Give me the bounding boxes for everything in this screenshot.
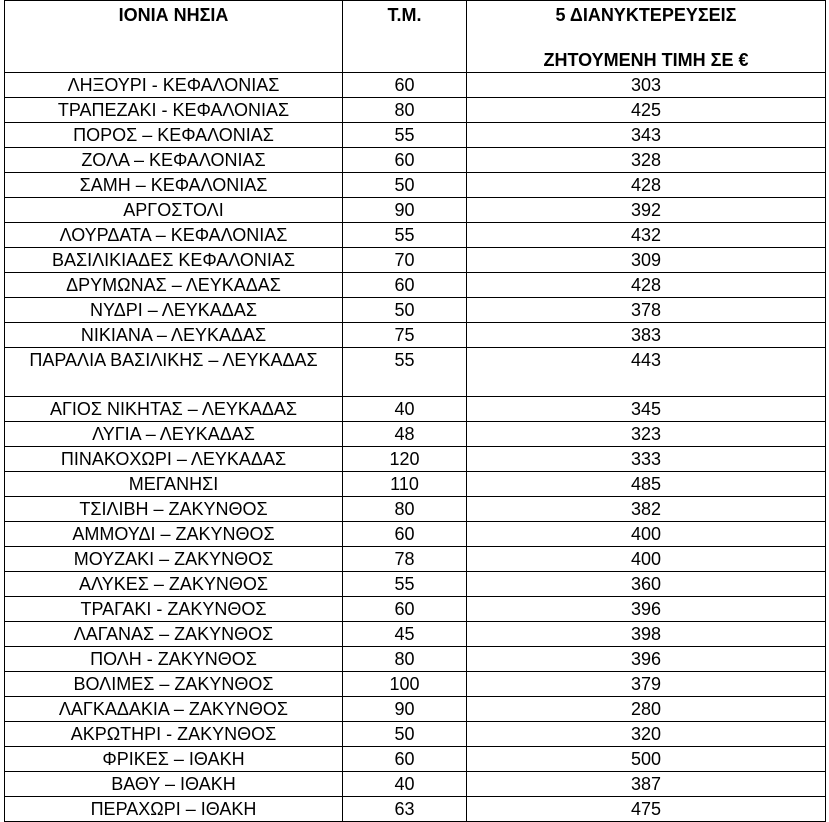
cell-sqm: 110 (343, 472, 467, 497)
table-row (5, 497, 826, 522)
cell-price: 328 (467, 148, 826, 173)
cell-price: 309 (467, 248, 826, 273)
cell-sqm: 60 (343, 148, 467, 173)
cell-place: ΒΑΘΥ – ΙΘΑΚΗ (5, 772, 343, 797)
table-row (5, 447, 826, 472)
cell-sqm: 75 (343, 323, 467, 348)
cell-sqm: 55 (343, 572, 467, 597)
cell-place: ΑΓΙΟΣ ΝΙΚΗΤΑΣ – ΛΕΥΚΑΔΑΣ (5, 397, 343, 422)
cell-sqm: 120 (343, 447, 467, 472)
table-row (5, 697, 826, 722)
cell-price: 400 (467, 547, 826, 572)
cell-place: ΝΥΔΡΙ – ΛΕΥΚΑΔΑΣ (5, 298, 343, 323)
table-header-row (5, 1, 826, 73)
cell-place: ΣΑΜΗ – ΚΕΦΑΛΟΝΙΑΣ (5, 173, 343, 198)
cell-price: 432 (467, 223, 826, 248)
cell-sqm: 90 (343, 198, 467, 223)
table-row (5, 348, 826, 397)
cell-sqm: 80 (343, 647, 467, 672)
table-row (5, 273, 826, 298)
cell-price: 428 (467, 173, 826, 198)
cell-sqm: 50 (343, 722, 467, 747)
cell-place: ΑΛΥΚΕΣ – ΖΑΚΥΝΘΟΣ (5, 572, 343, 597)
cell-price: 379 (467, 672, 826, 697)
cell-place: ΛΑΓΑΝΑΣ – ΖΑΚΥΝΘΟΣ (5, 622, 343, 647)
cell-price: 443 (467, 348, 826, 397)
cell-sqm: 50 (343, 173, 467, 198)
table-row (5, 248, 826, 273)
cell-sqm: 40 (343, 772, 467, 797)
cell-place: ΔΡΥΜΩΝΑΣ – ΛΕΥΚΑΔΑΣ (5, 273, 343, 298)
table-row (5, 198, 826, 223)
cell-place: ΤΡΑΠΕΖΑΚΙ - ΚΕΦΑΛΟΝΙΑΣ (5, 98, 343, 123)
header-nights-label: 5 ΔΙΑΝΥΚΤΕΡΕΥΣΕΙΣ (555, 5, 737, 25)
cell-place: ΦΡΙΚΕΣ – ΙΘΑΚΗ (5, 747, 343, 772)
cell-price: 343 (467, 123, 826, 148)
cell-place: ΤΡΑΓΑΚΙ - ΖΑΚΥΝΘΟΣ (5, 597, 343, 622)
table-row (5, 522, 826, 547)
cell-price: 360 (467, 572, 826, 597)
cell-price: 303 (467, 73, 826, 98)
cell-price: 382 (467, 497, 826, 522)
cell-price: 345 (467, 397, 826, 422)
table-row (5, 597, 826, 622)
cell-sqm: 100 (343, 672, 467, 697)
cell-sqm: 60 (343, 73, 467, 98)
table-row (5, 397, 826, 422)
cell-price: 392 (467, 198, 826, 223)
cell-price: 333 (467, 447, 826, 472)
cell-sqm: 60 (343, 522, 467, 547)
table-row (5, 672, 826, 697)
table-row (5, 572, 826, 597)
price-table (4, 0, 826, 822)
cell-place: ΛΟΥΡΔΑΤΑ – ΚΕΦΑΛΟΝΙΑΣ (5, 223, 343, 248)
table-row (5, 472, 826, 497)
table-row (5, 323, 826, 348)
cell-sqm: 55 (343, 348, 467, 397)
cell-price: 425 (467, 98, 826, 123)
cell-sqm: 80 (343, 98, 467, 123)
cell-price: 398 (467, 622, 826, 647)
cell-price: 396 (467, 597, 826, 622)
table-row (5, 173, 826, 198)
cell-price: 500 (467, 747, 826, 772)
cell-price: 383 (467, 323, 826, 348)
table-row (5, 73, 826, 98)
table-body (5, 73, 826, 822)
table-row (5, 547, 826, 572)
cell-place: ΠΟΡΟΣ – ΚΕΦΑΛΟΝΙΑΣ (5, 123, 343, 148)
cell-price: 400 (467, 522, 826, 547)
cell-sqm: 48 (343, 422, 467, 447)
table-row (5, 298, 826, 323)
cell-sqm: 63 (343, 797, 467, 822)
cell-place: ΖΟΛΑ – ΚΕΦΑΛΟΝΙΑΣ (5, 148, 343, 173)
cell-place: ΛΥΓΙΑ – ΛΕΥΚΑΔΑΣ (5, 422, 343, 447)
table-row (5, 747, 826, 772)
cell-sqm: 80 (343, 497, 467, 522)
cell-place: ΤΣΙΛΙΒΗ – ΖΑΚΥΝΘΟΣ (5, 497, 343, 522)
cell-place: ΠΟΛΗ - ΖΑΚΥΝΘΟΣ (5, 647, 343, 672)
cell-sqm: 70 (343, 248, 467, 273)
table-row (5, 98, 826, 123)
cell-sqm: 45 (343, 622, 467, 647)
cell-place: ΑΜΜΟΥΔΙ – ΖΑΚΥΝΘΟΣ (5, 522, 343, 547)
cell-place: ΛΗΞΟΥΡΙ - ΚΕΦΑΛΟΝΙΑΣ (5, 73, 343, 98)
cell-place: ΠΕΡΑΧΩΡΙ – ΙΘΑΚΗ (5, 797, 343, 822)
cell-price: 320 (467, 722, 826, 747)
cell-price: 396 (467, 647, 826, 672)
table-row (5, 223, 826, 248)
cell-sqm: 55 (343, 223, 467, 248)
header-islands (5, 1, 343, 73)
cell-price: 485 (467, 472, 826, 497)
cell-place: ΝΙΚΙΑΝΑ – ΛΕΥΚΑΔΑΣ (5, 323, 343, 348)
table-row (5, 772, 826, 797)
cell-sqm: 60 (343, 597, 467, 622)
cell-place: ΑΚΡΩΤΗΡΙ - ΖΑΚΥΝΘΟΣ (5, 722, 343, 747)
cell-sqm: 60 (343, 273, 467, 298)
cell-place: ΠΑΡΑΛΙΑ ΒΑΣΙΛΙΚΗΣ – ΛΕΥΚΑΔΑΣ (5, 348, 343, 397)
cell-price: 387 (467, 772, 826, 797)
table-row (5, 722, 826, 747)
table-row (5, 622, 826, 647)
cell-sqm: 40 (343, 397, 467, 422)
cell-place: ΑΡΓΟΣΤΟΛΙ (5, 198, 343, 223)
header-sqm-label: Τ.Μ. (387, 5, 422, 25)
cell-sqm: 90 (343, 697, 467, 722)
cell-price: 428 (467, 273, 826, 298)
table-row (5, 123, 826, 148)
cell-price: 323 (467, 422, 826, 447)
table-row (5, 422, 826, 447)
cell-sqm: 55 (343, 123, 467, 148)
table-row (5, 148, 826, 173)
table-row (5, 647, 826, 672)
cell-price: 280 (467, 697, 826, 722)
cell-price: 378 (467, 298, 826, 323)
header-price (467, 1, 826, 73)
cell-sqm: 50 (343, 298, 467, 323)
cell-price: 475 (467, 797, 826, 822)
cell-place: ΜΕΓΑΝΗΣΙ (5, 472, 343, 497)
cell-place: ΒΟΛΙΜΕΣ – ΖΑΚΥΝΘΟΣ (5, 672, 343, 697)
cell-place: ΠΙΝΑΚΟΧΩΡΙ – ΛΕΥΚΑΔΑΣ (5, 447, 343, 472)
cell-sqm: 78 (343, 547, 467, 572)
cell-sqm: 60 (343, 747, 467, 772)
cell-place: ΛΑΓΚΑΔΑΚΙΑ – ΖΑΚΥΝΘΟΣ (5, 697, 343, 722)
header-sqm (343, 1, 467, 73)
cell-place: ΜΟΥΖΑΚΙ – ΖΑΚΥΝΘΟΣ (5, 547, 343, 572)
table-row (5, 797, 826, 822)
header-islands-label: ΙΟΝΙΑ ΝΗΣΙΑ (118, 5, 229, 25)
cell-place: ΒΑΣΙΛΙΚΙΑΔΕΣ ΚΕΦΑΛΟΝΙΑΣ (5, 248, 343, 273)
header-price-label: ΖΗΤΟΥΜΕΝΗ ΤΙΜΗ ΣΕ € (543, 50, 749, 70)
